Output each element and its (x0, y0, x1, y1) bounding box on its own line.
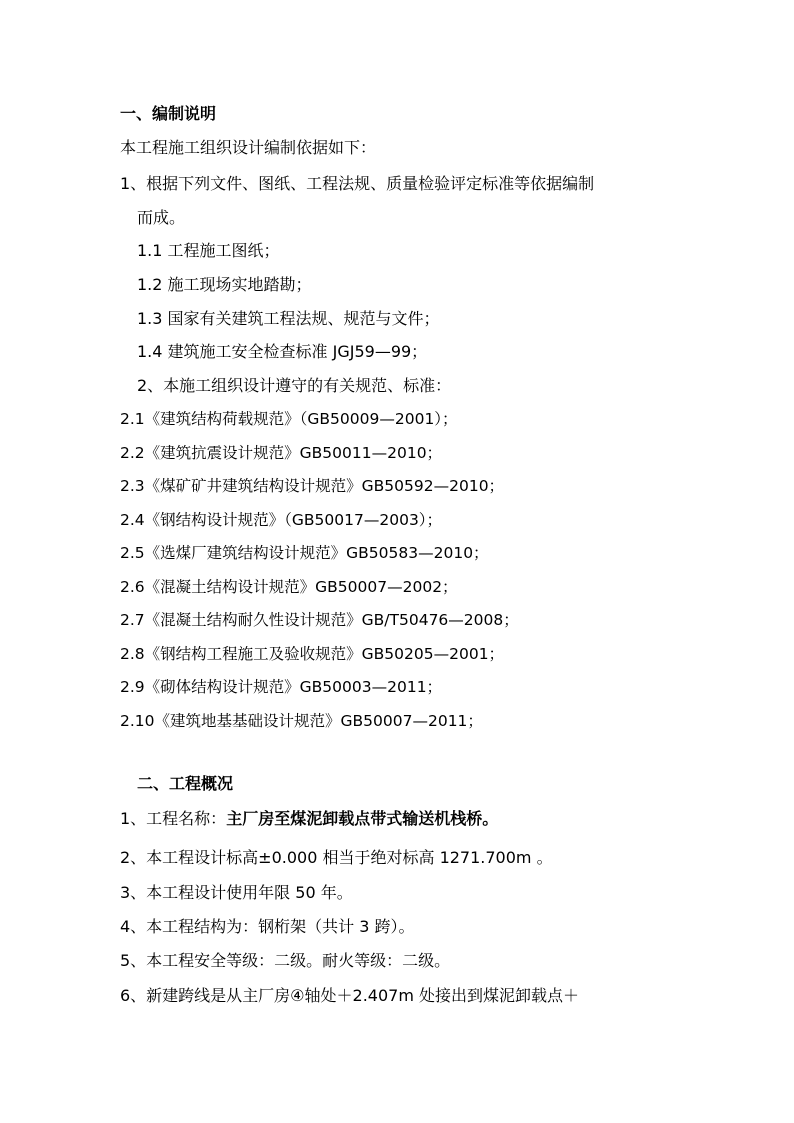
section1-item1-line1: 1、根据下列文件、图纸、工程法规、质量检验评定标准等依据编制 (120, 174, 595, 193)
standard-item: 2.1《建筑结构荷载规范》（GB50009—2001）； (120, 410, 458, 428)
standard-item: 2.4《钢结构设计规范》（GB50017—2003）； (120, 511, 443, 529)
section2-item: 5、本工程安全等级：二级。耐火等级：二级。 (120, 951, 451, 970)
section1-item2: 2、本施工组织设计遵守的有关规范、标准： (137, 376, 452, 395)
standard-item: 2.2《建筑抗震设计规范》GB50011—2010； (120, 444, 443, 462)
section2-item: 2、本工程设计标高±0.000 相当于绝对标高 1271.700m 。 (120, 848, 553, 867)
section2-item: 6、新建跨线是从主厂房④轴处＋2.407m 处接出到煤泥卸载点＋ (120, 986, 580, 1005)
standard-item: 2.8《钢结构工程施工及验收规范》GB50205—2001； (120, 645, 505, 663)
standard-item: 2.3《煤矿矿井建筑结构设计规范》GB50592—2010； (120, 477, 505, 495)
section1-heading: 一、编制说明 (120, 104, 217, 123)
sub-item: 1.3 国家有关建筑工程法规、规范与文件； (137, 309, 440, 328)
project-name: 主厂房至煤泥卸载点带式输送机栈桥。 (226, 809, 499, 828)
standard-item: 2.5《选煤厂建筑结构设计规范》GB50583—2010； (120, 544, 489, 562)
project-name-label: 1、工程名称： (120, 809, 227, 828)
section2-item: 4、本工程结构为：钢桁架（共计 3 跨）。 (120, 917, 415, 936)
sub-item: 1.2 施工现场实地踏勘； (137, 275, 312, 294)
section2-item1 (120, 809, 498, 829)
standard-item: 2.9《砌体结构设计规范》GB50003—2011； (120, 678, 443, 696)
section2-heading: 二、工程概况 (137, 774, 234, 793)
sub-item: 1.4 建筑施工安全检查标准 JGJ59—99； (137, 342, 428, 361)
standard-item: 2.7《混凝土结构耐久性设计规范》GB/T50476—2008； (120, 611, 519, 629)
standard-item: 2.10《建筑地基基础设计规范》GB50007—2011； (120, 712, 483, 730)
section2-item: 3、本工程设计使用年限 50 年。 (120, 883, 353, 902)
sub-item: 1.1 工程施工图纸； (137, 241, 280, 260)
section1-intro: 本工程施工组织设计编制依据如下： (120, 138, 377, 157)
standard-item: 2.6《混凝土结构设计规范》GB50007—2002； (120, 578, 458, 596)
section1-item1-line2: 而成。 (137, 208, 186, 227)
